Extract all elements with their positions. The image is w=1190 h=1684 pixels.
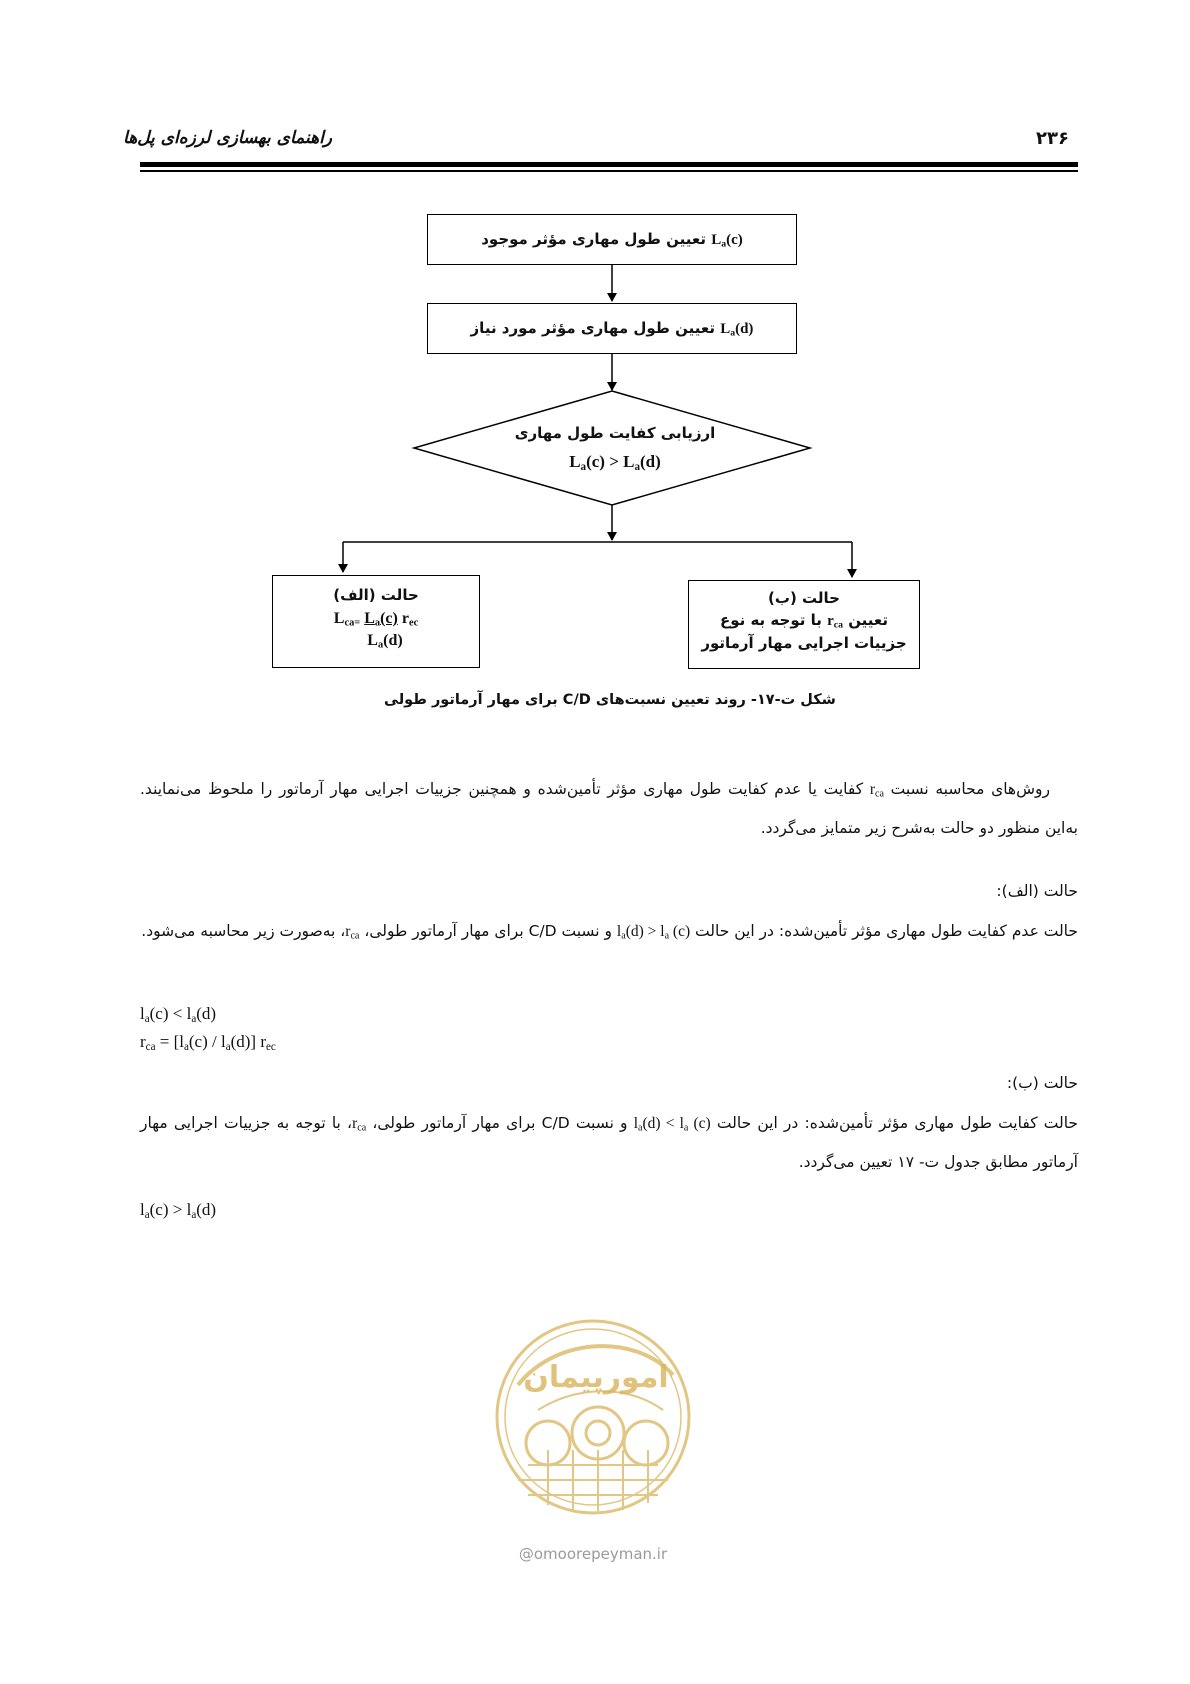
watermark-logo-text: امورپیمان [523,1360,669,1395]
running-header-title: راهنمای بهسازی لرزه‌ای پل‌ها [123,128,332,148]
case-b-title: حالت (ب) [768,589,840,607]
watermark-logo [488,1315,698,1520]
case-b-heading: حالت (ب): [1006,1074,1078,1092]
case-b-line3: جزییات اجرایی مهار آرماتور [701,634,907,652]
equation-case-a-rca: $r_{ca} = [l_a(c) / l_a(d)]$ $r_{ec}$ [140,1032,276,1053]
paragraph-case-b: حالت کفایت طول مهاری مؤثر تأمین‌شده: در این حالت $l_a(d) < l_a$ (c) و نسبت C/D برای مهار آرماتور طولی، $r_{ca}،$ با توجه به جزییات اجرایی مهار آرماتور مطابق جدول ت- ۱۷ تعیین می‌گردد. [140,1114,1078,1171]
paragraph-intro: روش‌های محاسبه نسبت $r_{ca}$ کفایت یا عدم کفایت طول مهاری مؤثر تأمین‌شده و همچنین جزییات اجرایی مهار آرماتور را ملحوظ می‌نمایند. به‌این منظور دو حالت به‌شرح زیر متمایز می‌گردد. [140,780,1078,837]
paragraph-case-a: حالت عدم کفایت طول مهاری مؤثر تأمین‌شده: در این حالت $l_a(d) > l_a$ (c) و نسبت C/D برای مهار آرماتور طولی، $r_{ca}،$ به‌صورت زیر محاسبه می‌شود. [141,922,1078,942]
decision-label: ارزیابی کفایت طول مهاری [514,424,716,442]
flow-box-existing-length: تعیین طول مهاری مؤثر موجود $L_a(c)$ [427,214,797,265]
case-a-denominator: $L_a(d)$ [367,632,403,651]
case-a-formula: $L_{ca=}$ $L_a(c)$ $r_{ec}$ [333,610,419,629]
figure-caption: شکل ت-۱۷- روند تعیین نسبت‌های C/D برای مهار آرماتور طولی [384,692,836,708]
equation-case-a-condition: $l_a(c) < l_a(d)$ [140,1004,217,1025]
decision-diamond [414,391,810,505]
flow-box-required-length: تعیین طول مهاری مؤثر مورد نیاز $L_a(d)$ [427,303,797,354]
decision-condition: $L_a(c) > L_a(d)$ [569,452,661,473]
page-number: ۲۳۶ [1036,128,1069,149]
flow-box-case-a [272,575,480,668]
equation-case-b-condition: $l_a(c) > l_a(d)$ [140,1200,217,1221]
watermark-url: @omoorepeyman.ir [518,1545,668,1563]
flowchart-connectors [0,0,1190,760]
flow-box-case-b [688,580,920,669]
case-b-line2: تعیین $r_{ca}$ با توجه به نوع [719,611,889,631]
case-a-heading: حالت (الف): [996,882,1078,900]
case-a-title: حالت (الف) [333,586,419,604]
